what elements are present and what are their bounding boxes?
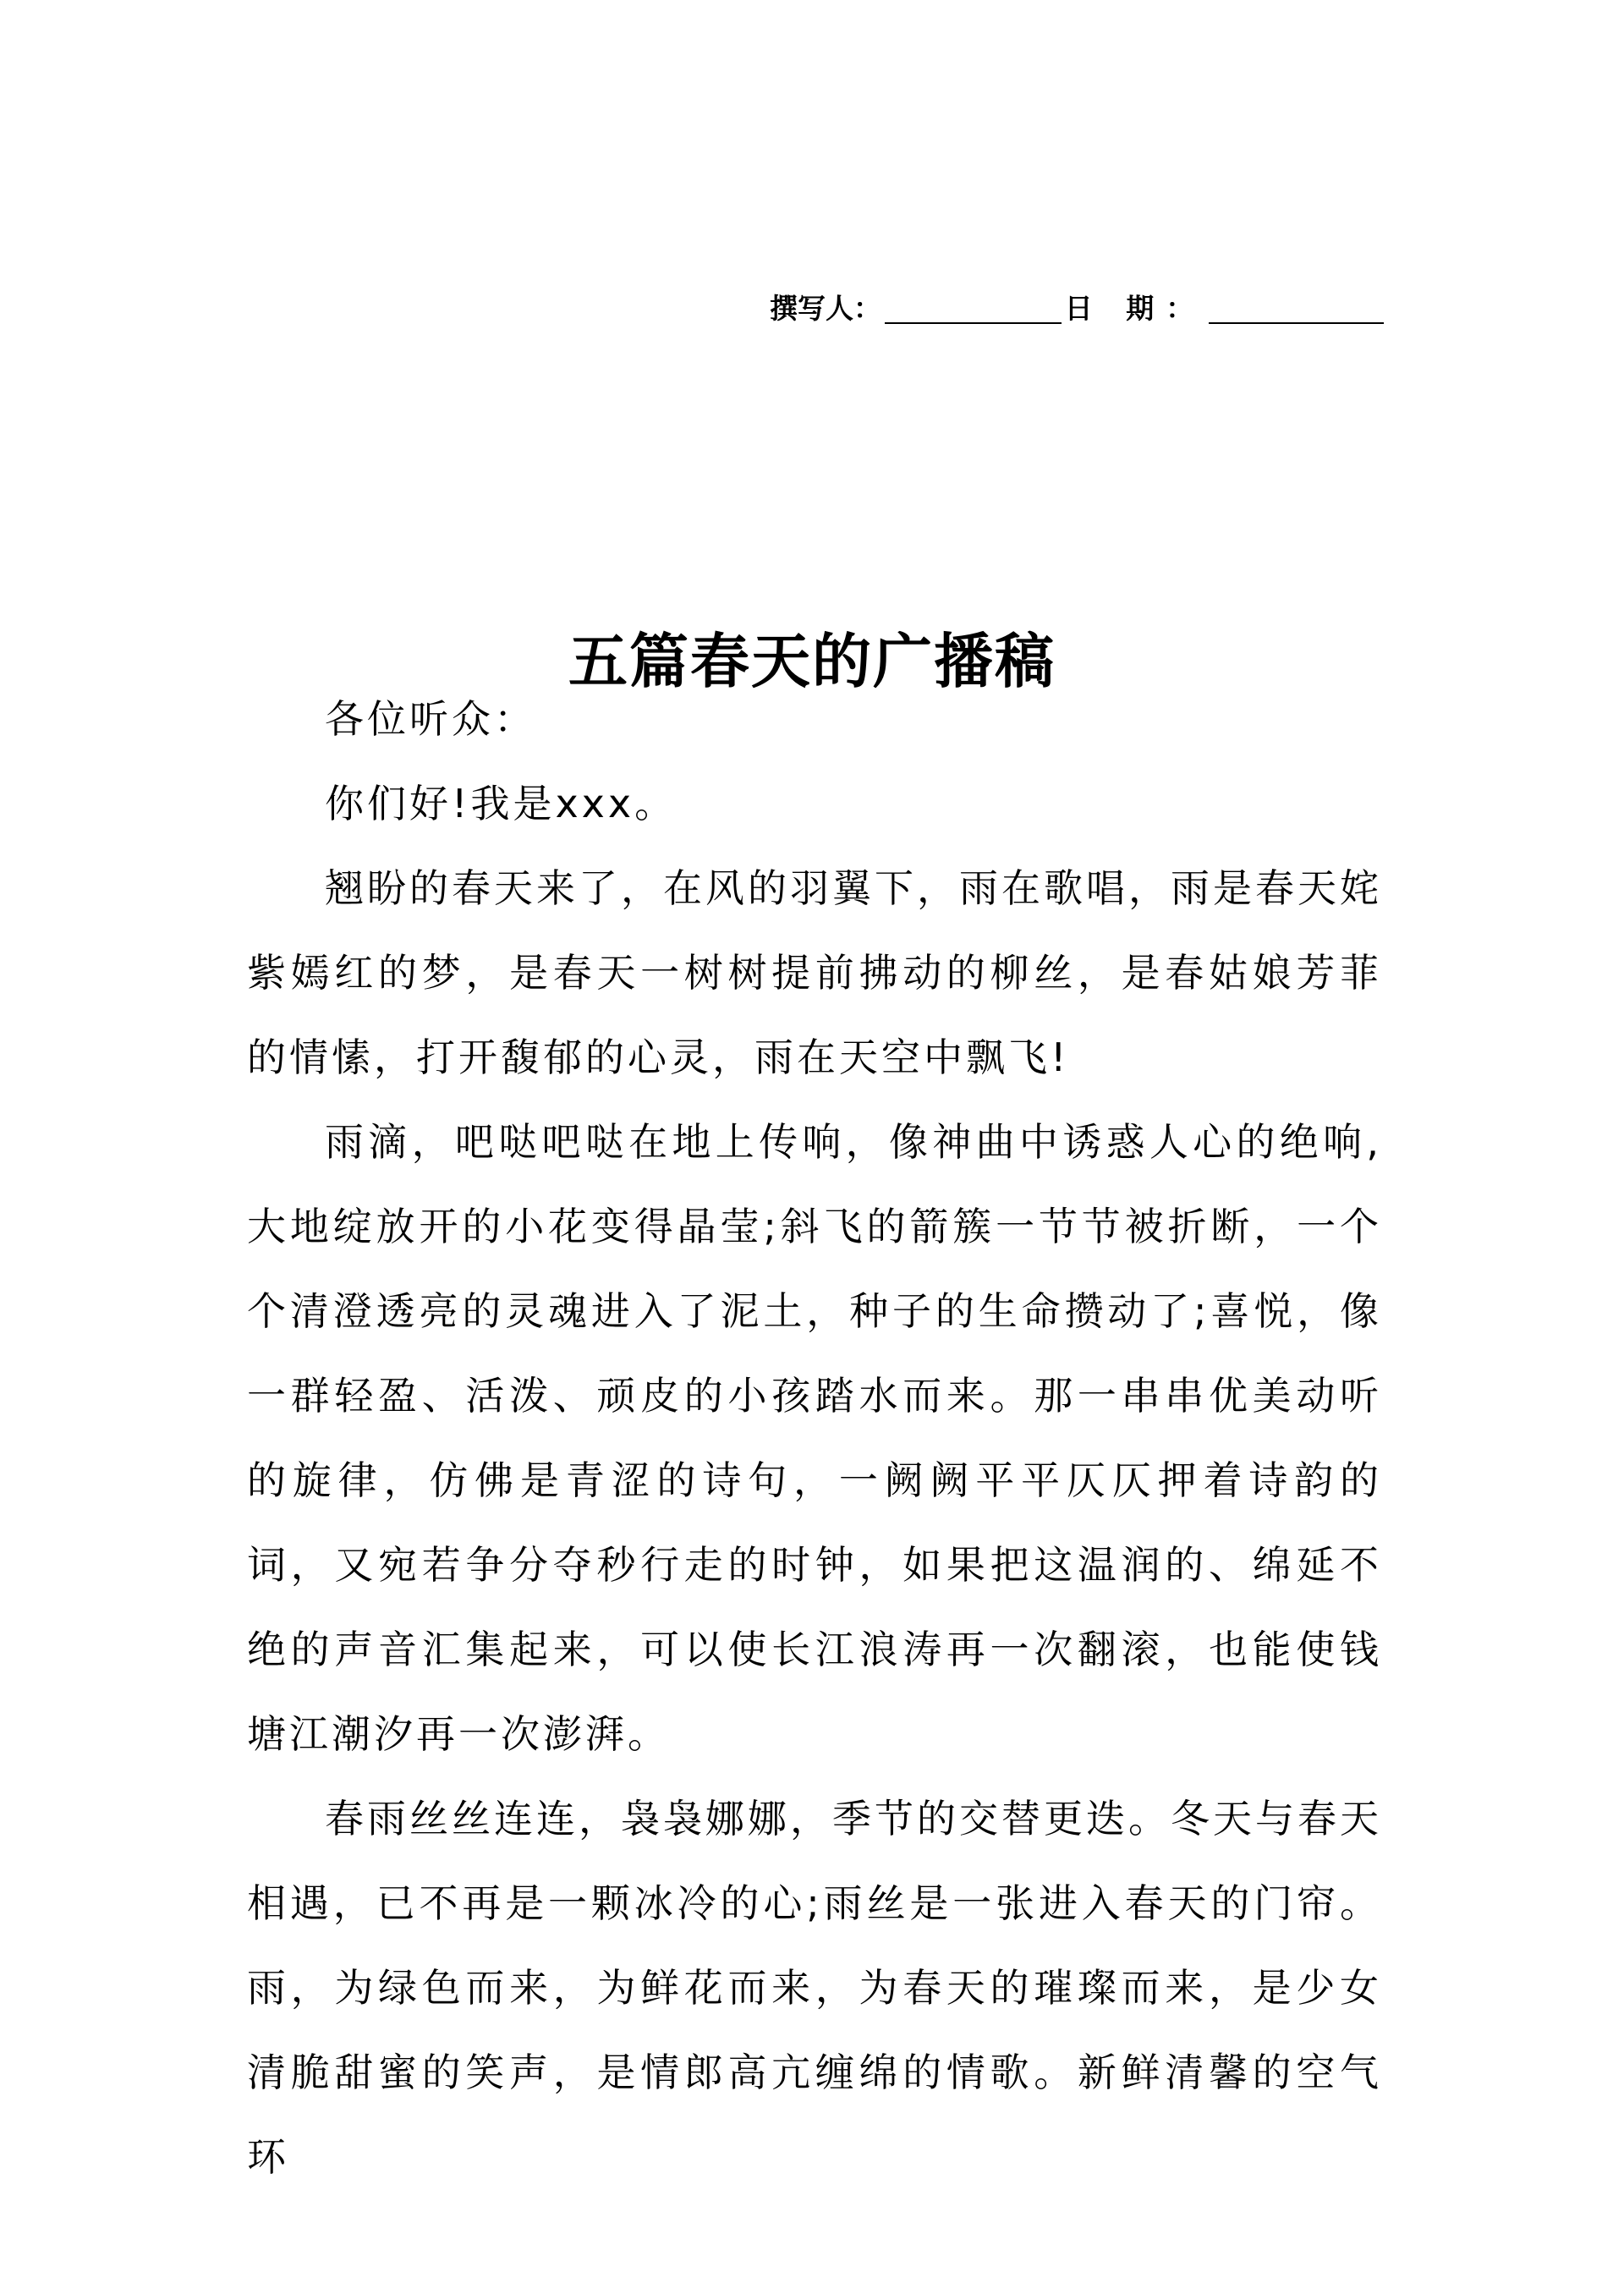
- document-body: [247, 677, 1382, 2199]
- body-paragraph: 翘盼的春天来了，在风的羽翼下，雨在歌唱，雨是春天姹紫嫣红的梦，是春天一树树提前拂动的柳丝，是春姑娘芳菲的情愫，打开馥郁的心灵，雨在天空中飘飞!: [247, 865, 1382, 1080]
- author-label: 撰写人：: [770, 292, 881, 325]
- body-paragraph: 春雨丝丝连连，袅袅娜娜，季节的交替更迭。冬天与春天相遇，已不再是一颗冰冷的心;雨丝是一张进入春天的门帘。雨，为绿色而来，为鲜花而来，为春天的璀璨而来，是少女清脆甜蜜的笑声，是情郎高亢缠绵的情歌。新鲜清馨的空气环: [247, 1796, 1382, 2180]
- greeting-paragraph: 你们好!我是xxx。: [325, 781, 678, 826]
- document-title: 五篇春天的广播稿: [568, 626, 1056, 696]
- body-paragraph: 雨滴，吧哒吧哒在地上传响，像神曲中诱惑人心的绝响,大地绽放开的小花变得晶莹;斜飞的箭簇一节节被折断，一个个清澄透亮的灵魂进入了泥土，种子的生命攒动了;喜悦，像一群轻盈、活泼、顽皮的小孩踏水而来。那一串串优美动听的旋律，仿佛是青涩的诗句，一阙阙平平仄仄押着诗韵的词，又宛若争分夺秒行走的时钟，如果把这温润的、绵延不绝的声音汇集起来，可以使长江浪涛再一次翻滚，也能使钱塘江潮汐再一次澎湃。: [247, 1119, 1382, 1757]
- salutation-paragraph: 各位听众：: [325, 696, 536, 742]
- author-blank-line: [885, 292, 1062, 324]
- header-fields: [770, 279, 1387, 330]
- date-label: 日 期：: [1064, 292, 1206, 325]
- date-blank-line: [1209, 292, 1384, 324]
